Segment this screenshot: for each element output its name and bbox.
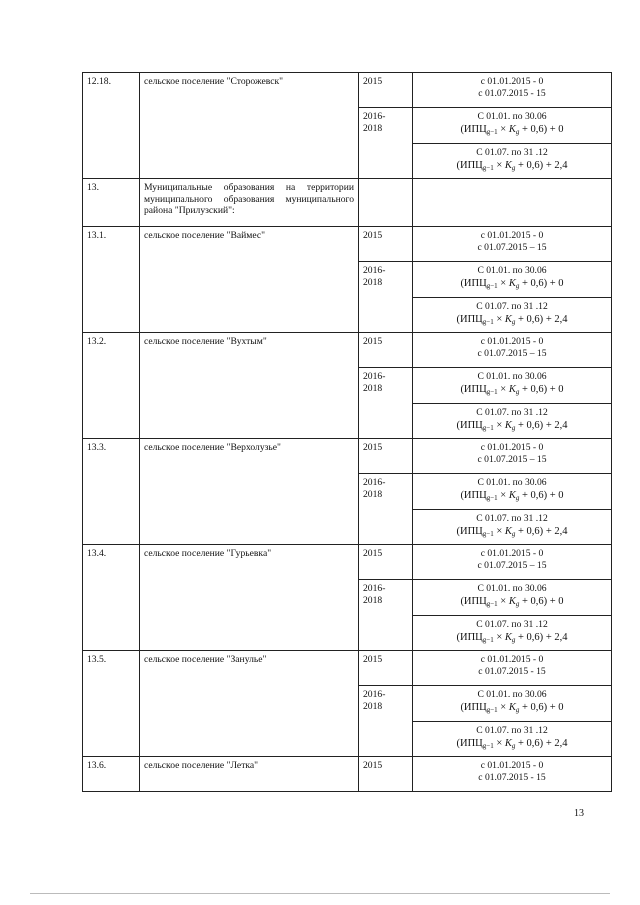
table-row — [83, 545, 612, 580]
year-cell: 2015 — [359, 333, 413, 368]
year-line: 2018 — [363, 122, 383, 134]
table-row — [83, 333, 612, 368]
value-line: с 01.07.2015 - 15 — [478, 771, 546, 783]
formula — [417, 596, 607, 609]
value-cell — [413, 757, 612, 792]
empty-cell — [359, 179, 413, 227]
formula-add: 0 — [558, 701, 564, 713]
formula-ksub: g — [515, 493, 520, 502]
formula-add-sign: + — [547, 123, 559, 135]
value-cell — [413, 73, 612, 108]
value-cell — [413, 227, 612, 262]
formula-ksub: g — [515, 705, 520, 714]
formula-times: × — [497, 123, 509, 135]
formula-prefix: (ИПЦ — [456, 419, 483, 431]
formula — [417, 702, 607, 715]
formula-ksub: g — [515, 387, 520, 396]
value-line: С 01.07. по 31 .12 — [476, 407, 548, 418]
formula-ksub: g — [515, 599, 520, 608]
formula-plus: + 0,6) — [519, 123, 548, 135]
value-line: С 01.01. по 30.06 — [477, 583, 547, 594]
value-line: С 01.07. по 31 .12 — [476, 301, 548, 312]
formula-prefix: (ИПЦ — [456, 737, 483, 749]
formula-ksub: g — [511, 423, 516, 432]
settlement-name: сельское поселение "Летка" — [140, 757, 359, 792]
formula-add-sign: + — [543, 159, 555, 171]
row-number: 13.2. — [83, 333, 140, 439]
formula-k: K — [508, 123, 516, 135]
formula-plus: + 0,6) — [515, 313, 544, 325]
value-line: С 01.07. по 31 .12 — [476, 513, 548, 524]
formula-add-sign: + — [547, 383, 559, 395]
settlement-name: сельское поселение "Гурьевка" — [140, 545, 359, 651]
settlement-name: сельское поселение "Ваймес" — [140, 227, 359, 333]
year-cell — [359, 262, 413, 333]
year-line: 2016- — [363, 265, 386, 276]
row-number: 13.3. — [83, 439, 140, 545]
settlement-name: сельское поселение "Сторожевск" — [140, 73, 359, 179]
scan-edge-line — [30, 893, 610, 894]
year-line: 2016- — [363, 583, 386, 594]
formula-sub: g−1 — [482, 741, 494, 750]
formula-ksub: g — [511, 635, 516, 644]
table-row — [83, 757, 612, 792]
formula-plus: + 0,6) — [515, 737, 544, 749]
year-line: 2018 — [363, 276, 383, 288]
value-line: с 01.01.2015 - 0 — [480, 230, 544, 241]
value-cell — [413, 333, 612, 368]
formula-prefix: (ИПЦ — [456, 313, 483, 325]
formula-prefix: (ИПЦ — [456, 525, 483, 537]
page-number: 13 — [574, 808, 584, 819]
formula-add: 2,4 — [554, 737, 568, 749]
year-line: 2018 — [363, 488, 383, 500]
value-cell — [413, 580, 612, 616]
value-line: С 01.07. по 31 .12 — [476, 147, 548, 158]
value-line: с 01.07.2015 – 15 — [477, 347, 547, 359]
formula-add: 2,4 — [554, 313, 568, 325]
formula-k: K — [508, 701, 516, 713]
formula — [417, 420, 607, 433]
formula-ksub: g — [511, 529, 516, 538]
formula-add-sign: + — [543, 525, 555, 537]
formula-k: K — [504, 419, 512, 431]
value-cell — [413, 108, 612, 144]
value-line: с 01.01.2015 - 0 — [480, 548, 544, 559]
formula-add-sign: + — [547, 489, 559, 501]
year-line: 2018 — [363, 382, 383, 394]
formula — [417, 738, 607, 751]
formula-plus: + 0,6) — [519, 701, 548, 713]
formula-k: K — [508, 277, 516, 289]
value-cell — [413, 262, 612, 298]
formula-k: K — [508, 489, 516, 501]
year-cell: 2015 — [359, 651, 413, 686]
formula-plus: + 0,6) — [519, 383, 548, 395]
formula — [417, 490, 607, 503]
row-number: 13.6. — [83, 757, 140, 792]
formula-ksub: g — [515, 127, 520, 136]
formula-plus: + 0,6) — [515, 419, 544, 431]
value-cell — [413, 298, 612, 333]
year-cell: 2015 — [359, 227, 413, 262]
formula-sub: g−1 — [482, 635, 494, 644]
year-line: 2018 — [363, 700, 383, 712]
value-line: С 01.07. по 31 .12 — [476, 619, 548, 630]
formula-add-sign: + — [543, 737, 555, 749]
settlement-name: сельское поселение "Верхолузье" — [140, 439, 359, 545]
year-cell — [359, 474, 413, 545]
value-line: с 01.01.2015 - 0 — [480, 76, 544, 87]
year-cell: 2015 — [359, 757, 413, 792]
formula-sub: g−1 — [482, 423, 494, 432]
formula-sub: g−1 — [482, 529, 494, 538]
formula-times: × — [497, 383, 509, 395]
formula-ksub: g — [515, 281, 520, 290]
formula — [417, 278, 607, 291]
formula — [417, 160, 607, 173]
formula-add: 0 — [558, 383, 564, 395]
formula-plus: + 0,6) — [519, 489, 548, 501]
value-line: С 01.01. по 30.06 — [477, 371, 547, 382]
group-name: Муниципальные образования на территории муниципального образования муниципального района "Прилузский": — [140, 179, 359, 227]
value-line: С 01.01. по 30.06 — [477, 689, 547, 700]
year-line: 2016- — [363, 477, 386, 488]
table-row — [83, 227, 612, 262]
formula-prefix: (ИПЦ — [460, 383, 487, 395]
value-line: с 01.01.2015 - 0 — [480, 654, 544, 665]
formula-times: × — [493, 159, 505, 171]
formula-k: K — [508, 595, 516, 607]
year-cell: 2015 — [359, 439, 413, 474]
formula-times: × — [497, 489, 509, 501]
formula-k: K — [504, 631, 512, 643]
formula-add-sign: + — [547, 595, 559, 607]
formula-add-sign: + — [547, 277, 559, 289]
formula-times: × — [497, 595, 509, 607]
year-cell — [359, 580, 413, 651]
value-line: с 01.01.2015 - 0 — [480, 442, 544, 453]
tariff-table — [82, 72, 612, 792]
settlement-name: сельское поселение "Вухтым" — [140, 333, 359, 439]
formula-add: 2,4 — [554, 419, 568, 431]
formula-times: × — [493, 313, 505, 325]
formula-times: × — [493, 419, 505, 431]
formula-add-sign: + — [547, 701, 559, 713]
year-line: 2016- — [363, 371, 386, 382]
value-line: с 01.07.2015 – 15 — [477, 453, 547, 465]
group-row — [83, 179, 612, 227]
formula-times: × — [497, 277, 509, 289]
table-row — [83, 439, 612, 474]
value-line: с 01.07.2015 - 15 — [478, 665, 546, 677]
formula-times: × — [493, 631, 505, 643]
formula-add: 2,4 — [554, 159, 568, 171]
row-number: 13.4. — [83, 545, 140, 651]
formula-prefix: (ИПЦ — [460, 277, 487, 289]
formula-plus: + 0,6) — [519, 595, 548, 607]
table-row — [83, 73, 612, 108]
formula-add: 2,4 — [554, 631, 568, 643]
formula-prefix: (ИПЦ — [460, 123, 487, 135]
value-line: с 01.01.2015 - 0 — [480, 336, 544, 347]
formula-prefix: (ИПЦ — [460, 701, 487, 713]
year-cell: 2015 — [359, 73, 413, 108]
year-line: 2018 — [363, 594, 383, 606]
formula-k: K — [504, 313, 512, 325]
value-line: С 01.01. по 30.06 — [477, 477, 547, 488]
value-cell — [413, 474, 612, 510]
formula — [417, 384, 607, 397]
formula-times: × — [493, 525, 505, 537]
value-cell — [413, 722, 612, 757]
formula — [417, 314, 607, 327]
formula-prefix: (ИПЦ — [460, 489, 487, 501]
formula-k: K — [508, 383, 516, 395]
formula-ksub: g — [511, 741, 516, 750]
formula-sub: g−1 — [482, 317, 494, 326]
row-number: 12.18. — [83, 73, 140, 179]
formula-times: × — [497, 701, 509, 713]
year-line: 2016- — [363, 689, 386, 700]
year-cell — [359, 686, 413, 757]
value-cell — [413, 651, 612, 686]
value-cell — [413, 144, 612, 179]
formula-add-sign: + — [543, 419, 555, 431]
formula-k: K — [504, 737, 512, 749]
value-cell — [413, 545, 612, 580]
value-cell — [413, 368, 612, 404]
formula — [417, 632, 607, 645]
value-cell — [413, 616, 612, 651]
formula-add: 0 — [558, 595, 564, 607]
formula-add: 2,4 — [554, 525, 568, 537]
formula-times: × — [493, 737, 505, 749]
formula-sub: g−1 — [486, 705, 498, 714]
formula-add: 0 — [558, 489, 564, 501]
year-cell — [359, 368, 413, 439]
row-number: 13.5. — [83, 651, 140, 757]
value-line: С 01.01. по 30.06 — [477, 265, 547, 276]
formula-add: 0 — [558, 123, 564, 135]
formula-ksub: g — [511, 317, 516, 326]
formula-sub: g−1 — [486, 127, 498, 136]
row-number: 13. — [83, 179, 140, 227]
formula-add-sign: + — [543, 313, 555, 325]
empty-cell — [413, 179, 612, 227]
value-line: с 01.07.2015 – 15 — [477, 241, 547, 253]
formula-plus: + 0,6) — [515, 525, 544, 537]
value-line: С 01.07. по 31 .12 — [476, 725, 548, 736]
row-number: 13.1. — [83, 227, 140, 333]
formula-prefix: (ИПЦ — [456, 631, 483, 643]
formula-k: K — [504, 159, 512, 171]
formula-plus: + 0,6) — [519, 277, 548, 289]
year-cell: 2015 — [359, 545, 413, 580]
formula-k: K — [504, 525, 512, 537]
formula-add: 0 — [558, 277, 564, 289]
formula-sub: g−1 — [482, 163, 494, 172]
table-row — [83, 651, 612, 686]
value-cell — [413, 439, 612, 474]
value-line: С 01.01. по 30.06 — [477, 111, 547, 122]
formula-sub: g−1 — [486, 493, 498, 502]
settlement-name: сельское поселение "Занулье" — [140, 651, 359, 757]
value-cell — [413, 686, 612, 722]
value-line: с 01.07.2015 – 15 — [477, 559, 547, 571]
value-cell — [413, 510, 612, 545]
formula — [417, 124, 607, 137]
formula-prefix: (ИПЦ — [456, 159, 483, 171]
formula-sub: g−1 — [486, 281, 498, 290]
formula-ksub: g — [511, 163, 516, 172]
year-line: 2016- — [363, 111, 386, 122]
value-line: с 01.01.2015 - 0 — [480, 760, 544, 771]
formula-sub: g−1 — [486, 387, 498, 396]
formula-sub: g−1 — [486, 599, 498, 608]
formula-plus: + 0,6) — [515, 631, 544, 643]
value-cell — [413, 404, 612, 439]
formula-plus: + 0,6) — [515, 159, 544, 171]
formula-prefix: (ИПЦ — [460, 595, 487, 607]
formula-add-sign: + — [543, 631, 555, 643]
formula — [417, 526, 607, 539]
value-line: с 01.07.2015 - 15 — [478, 87, 546, 99]
year-cell — [359, 108, 413, 179]
